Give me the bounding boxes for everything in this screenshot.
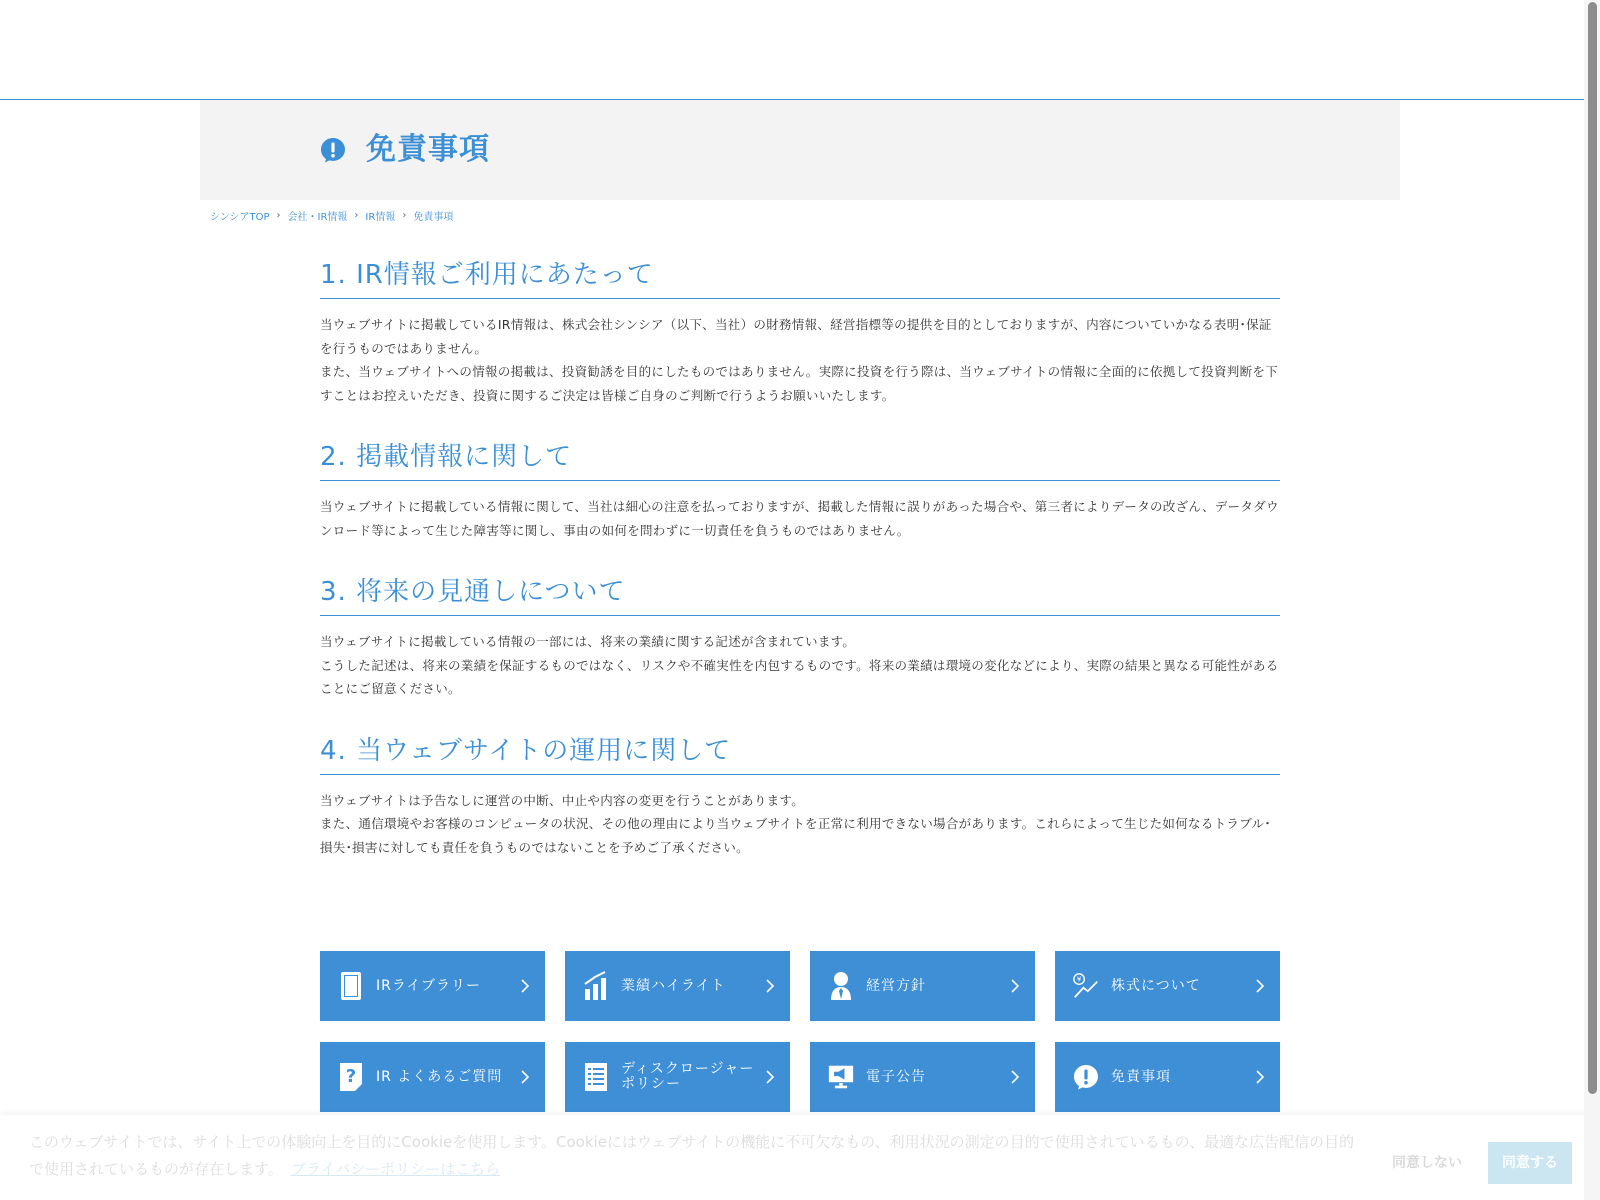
bar-chart-icon [583, 970, 609, 1002]
button-label: 経営方針 [866, 977, 926, 994]
ir-library-button[interactable] [320, 951, 545, 1021]
button-label: 株式について [1111, 977, 1201, 994]
paragraph: また、当ウェブサイトへの情報の掲載は、投資勧誘を目的にしたものではありません。実際に投資を行う際は、当ウェブサイトの情報に全面的に依拠して投資判断を下すことはお控えいただき、投資に関するご決定は皆様ご自身のご判断で行うようお願いいたします。 [320, 364, 1279, 403]
stock-trend-icon [1073, 970, 1099, 1002]
button-label: ディスクロージャーポリシー [621, 1061, 755, 1092]
site-header [0, 0, 1600, 100]
chevron-right-icon [1009, 1070, 1021, 1084]
section-heading: 1. IR情報ご利用にあたって [320, 258, 1280, 299]
exclamation-bubble-icon [1073, 1061, 1099, 1093]
exclamation-bubble-icon [320, 137, 346, 163]
chevron-right-icon: › [402, 210, 407, 221]
question-doc-icon [338, 1061, 364, 1093]
paragraph: こうした記述は、将来の業績を保証するものではなく、リスクや不確実性を内包するものです。将来の業績は環境の変化などにより、実際の結果と異なる可能性があることにご留意ください。 [320, 657, 1279, 696]
scrollbar-thumb[interactable] [1588, 2, 1597, 1094]
page-title: 免責事項 [366, 132, 490, 167]
section-heading: 4. 当ウェブサイトの運用に関して [320, 734, 1280, 775]
section-body [320, 789, 1280, 860]
button-label: IR よくあるご質問 [376, 1068, 503, 1085]
cookie-message-text: このウェブサイトでは、サイト上での体験向上を目的にCookieを使用します。Cookieにはウェブサイトの機能に不可欠なもの、利用状況の測定の目的で使用されているもの、最適な広告配信の目的で使用されているものが存在します。 [29, 1133, 1355, 1178]
breadcrumb-current: 免責事項 [413, 212, 454, 223]
breadcrumb-link-ir[interactable]: IR情報 [365, 212, 396, 223]
chevron-right-icon [764, 1070, 776, 1084]
book-icon [338, 970, 364, 1002]
cookie-decline-button[interactable]: 同意しない [1392, 1155, 1462, 1171]
stock-info-button[interactable] [1055, 951, 1280, 1021]
chevron-right-icon [519, 979, 531, 993]
chevron-right-icon [1254, 979, 1266, 993]
cookie-message [29, 1129, 1369, 1183]
breadcrumb [210, 208, 453, 223]
button-label: 業績ハイライト [621, 977, 726, 994]
paragraph: また、通信環境やお客様のコンピュータの状況、その他の理由により当ウェブサイトを正常に利用できない場合があります。これらによって生じた如何なるトラブル･損失･損害に対しても責任を負うものではないことを予めご了承ください。 [320, 816, 1271, 855]
cookie-accept-button[interactable]: 同意する [1488, 1142, 1572, 1184]
breadcrumb-link-top[interactable]: シンシアTOP [210, 212, 270, 223]
button-label: 電子公告 [866, 1068, 926, 1085]
section-heading: 3. 将来の見通しについて [320, 575, 1280, 616]
list-doc-icon [583, 1061, 609, 1093]
paragraph: 当ウェブサイトに掲載しているIR情報は、株式会社シンシア（以下、当社）の財務情報、経営指標等の提供を目的としておりますが、内容についていかなる表明･保証を行うものではありません。 [320, 317, 1272, 356]
breadcrumb-link-company-ir[interactable]: 会社・IR情報 [287, 212, 348, 223]
chevron-right-icon: › [276, 210, 281, 221]
electronic-notice-button[interactable] [810, 1042, 1035, 1112]
chevron-right-icon [1254, 1070, 1266, 1084]
disclaimer-content [320, 258, 1280, 892]
vertical-scrollbar[interactable] [1584, 0, 1600, 1200]
svg-text:?: ? [345, 1066, 357, 1087]
paragraph: 当ウェブサイトは予告なしに運営の中断、中止や内容の変更を行うことがあります。 [320, 792, 805, 808]
management-policy-button[interactable] [810, 951, 1035, 1021]
section-body [320, 630, 1280, 701]
megaphone-monitor-icon [828, 1061, 854, 1093]
paragraph: 当ウェブサイトに掲載している情報に関して、当社は細心の注意を払っておりますが、掲載した情報に誤りがあった場合や、第三者によりデータの改ざん、データダウンロード等によって生じた障害等に関し、事由の如何を問わずに一切責任を負うものではありません。 [320, 499, 1279, 538]
section-forward-looking [320, 575, 1280, 701]
disclaimer-button[interactable] [1055, 1042, 1280, 1112]
chevron-right-icon: › [354, 210, 359, 221]
disclosure-policy-button[interactable] [565, 1042, 790, 1112]
section-ir-usage [320, 258, 1280, 407]
section-site-operation [320, 734, 1280, 860]
performance-highlight-button[interactable] [565, 951, 790, 1021]
privacy-policy-link[interactable]: プライバシーポリシーはこちら [290, 1160, 501, 1178]
section-heading: 2. 掲載情報に関して [320, 440, 1280, 481]
section-body [320, 313, 1280, 407]
page-hero [200, 100, 1400, 200]
paragraph: 当ウェブサイトに掲載している情報の一部には、将来の業績に関する記述が含まれています。 [320, 634, 856, 649]
chevron-right-icon [1009, 979, 1021, 993]
ir-faq-button[interactable] [320, 1042, 545, 1112]
section-posted-info [320, 440, 1280, 542]
button-label: 免責事項 [1111, 1068, 1171, 1085]
person-icon [828, 970, 854, 1002]
cookie-consent-banner [0, 1115, 1600, 1200]
chevron-right-icon [764, 979, 776, 993]
button-label: IRライブラリー [376, 977, 482, 994]
section-body [320, 495, 1280, 542]
ir-nav-buttons [320, 951, 1280, 1112]
svg-text:¥: ¥ [1076, 975, 1082, 984]
chevron-right-icon [519, 1070, 531, 1084]
